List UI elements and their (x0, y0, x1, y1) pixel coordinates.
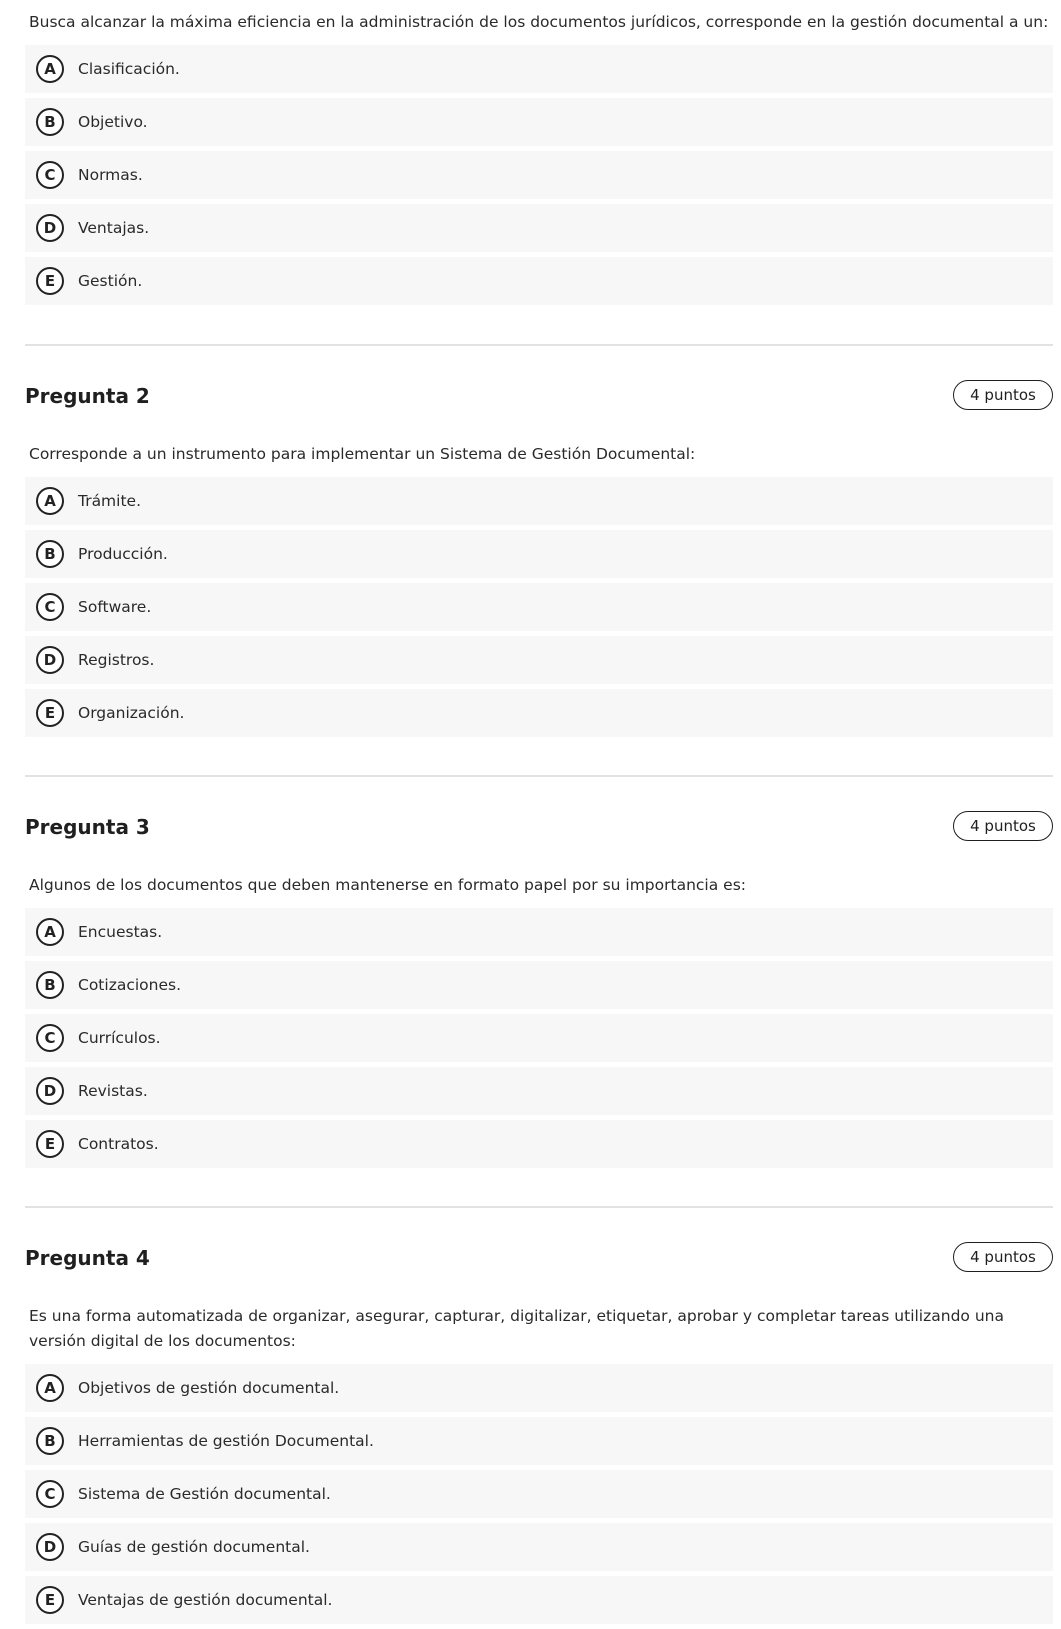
question-1 (25, 10, 1053, 310)
option-b[interactable] (25, 98, 1053, 146)
question-text: Corresponde a un instrumento para implementar un Sistema de Gestión Documental: (29, 445, 696, 463)
option-a[interactable] (25, 1364, 1053, 1412)
option-label: Contratos. (78, 1135, 159, 1153)
option-label: Revistas. (78, 1082, 148, 1100)
option-a[interactable] (25, 908, 1053, 956)
question-header (25, 1242, 1053, 1276)
option-c[interactable] (25, 1014, 1053, 1062)
option-label: Software. (78, 598, 152, 616)
option-label: Ventajas. (78, 219, 150, 237)
options-list (25, 908, 1053, 1168)
option-e[interactable] (25, 689, 1053, 737)
option-label: Objetivo. (78, 113, 148, 131)
option-letter-badge: E (36, 699, 64, 727)
option-label: Organización. (78, 704, 185, 722)
option-letter-badge: C (36, 1024, 64, 1052)
options-list (25, 1364, 1053, 1624)
option-letter-badge: D (36, 646, 64, 674)
option-a[interactable] (25, 45, 1053, 93)
option-letter-badge: B (36, 1427, 64, 1455)
option-letter-badge: A (36, 918, 64, 946)
option-label: Registros. (78, 651, 155, 669)
question-title: Pregunta 2 (25, 384, 150, 408)
option-letter-badge: B (36, 108, 64, 136)
option-letter-badge: D (36, 1077, 64, 1105)
option-label: Currículos. (78, 1029, 161, 1047)
option-a[interactable] (25, 477, 1053, 525)
option-letter-badge: C (36, 593, 64, 621)
option-letter-badge: B (36, 540, 64, 568)
question-text: Busca alcanzar la máxima eficiencia en la administración de los documentos jurídicos, corresponde en la gestión documental a un: (29, 13, 1049, 31)
option-label: Trámite. (78, 492, 142, 510)
question-2 (25, 380, 1053, 742)
option-letter-badge: E (36, 1130, 64, 1158)
question-title: Pregunta 3 (25, 815, 150, 839)
option-label: Clasificación. (78, 60, 180, 78)
options-list (25, 45, 1053, 305)
option-label: Producción. (78, 545, 168, 563)
option-c[interactable] (25, 151, 1053, 199)
option-letter-badge: A (36, 55, 64, 83)
option-letter-badge: D (36, 214, 64, 242)
option-c[interactable] (25, 1470, 1053, 1518)
question-3 (25, 811, 1053, 1173)
option-d[interactable] (25, 1523, 1053, 1571)
option-letter-badge: C (36, 1480, 64, 1508)
option-b[interactable] (25, 961, 1053, 1009)
option-d[interactable] (25, 204, 1053, 252)
option-e[interactable] (25, 1120, 1053, 1168)
option-letter-badge: B (36, 971, 64, 999)
option-b[interactable] (25, 1417, 1053, 1465)
question-text: Algunos de los documentos que deben mantenerse en formato papel por su importancia es: (29, 876, 746, 894)
option-b[interactable] (25, 530, 1053, 578)
question-divider (25, 344, 1053, 346)
question-divider (25, 1206, 1053, 1208)
question-divider (25, 775, 1053, 777)
option-letter-badge: E (36, 267, 64, 295)
option-label: Guías de gestión documental. (78, 1538, 310, 1556)
option-letter-badge: A (36, 1374, 64, 1402)
points-badge: 4 puntos (953, 811, 1053, 841)
points-badge: 4 puntos (953, 380, 1053, 410)
question-text: Es una forma automatizada de organizar, asegurar, capturar, digitalizar, etiquetar, aprobar y completar tareas utilizando una versión digital de los documentos: (29, 1307, 1004, 1350)
option-label: Cotizaciones. (78, 976, 181, 994)
points-badge: 4 puntos (953, 1242, 1053, 1272)
option-d[interactable] (25, 1067, 1053, 1115)
option-c[interactable] (25, 583, 1053, 631)
question-title: Pregunta 4 (25, 1246, 150, 1270)
option-label: Encuestas. (78, 923, 163, 941)
option-label: Ventajas de gestión documental. (78, 1591, 333, 1609)
option-label: Sistema de Gestión documental. (78, 1485, 331, 1503)
option-letter-badge: D (36, 1533, 64, 1561)
options-list (25, 477, 1053, 737)
option-label: Herramientas de gestión Documental. (78, 1432, 374, 1450)
option-e[interactable] (25, 1576, 1053, 1624)
question-header (25, 811, 1053, 845)
option-label: Objetivos de gestión documental. (78, 1379, 340, 1397)
option-label: Gestión. (78, 272, 143, 290)
question-header (25, 380, 1053, 414)
option-label: Normas. (78, 166, 143, 184)
option-letter-badge: A (36, 487, 64, 515)
option-e[interactable] (25, 257, 1053, 305)
option-d[interactable] (25, 636, 1053, 684)
option-letter-badge: E (36, 1586, 64, 1614)
question-4 (25, 1242, 1053, 1629)
option-letter-badge: C (36, 161, 64, 189)
